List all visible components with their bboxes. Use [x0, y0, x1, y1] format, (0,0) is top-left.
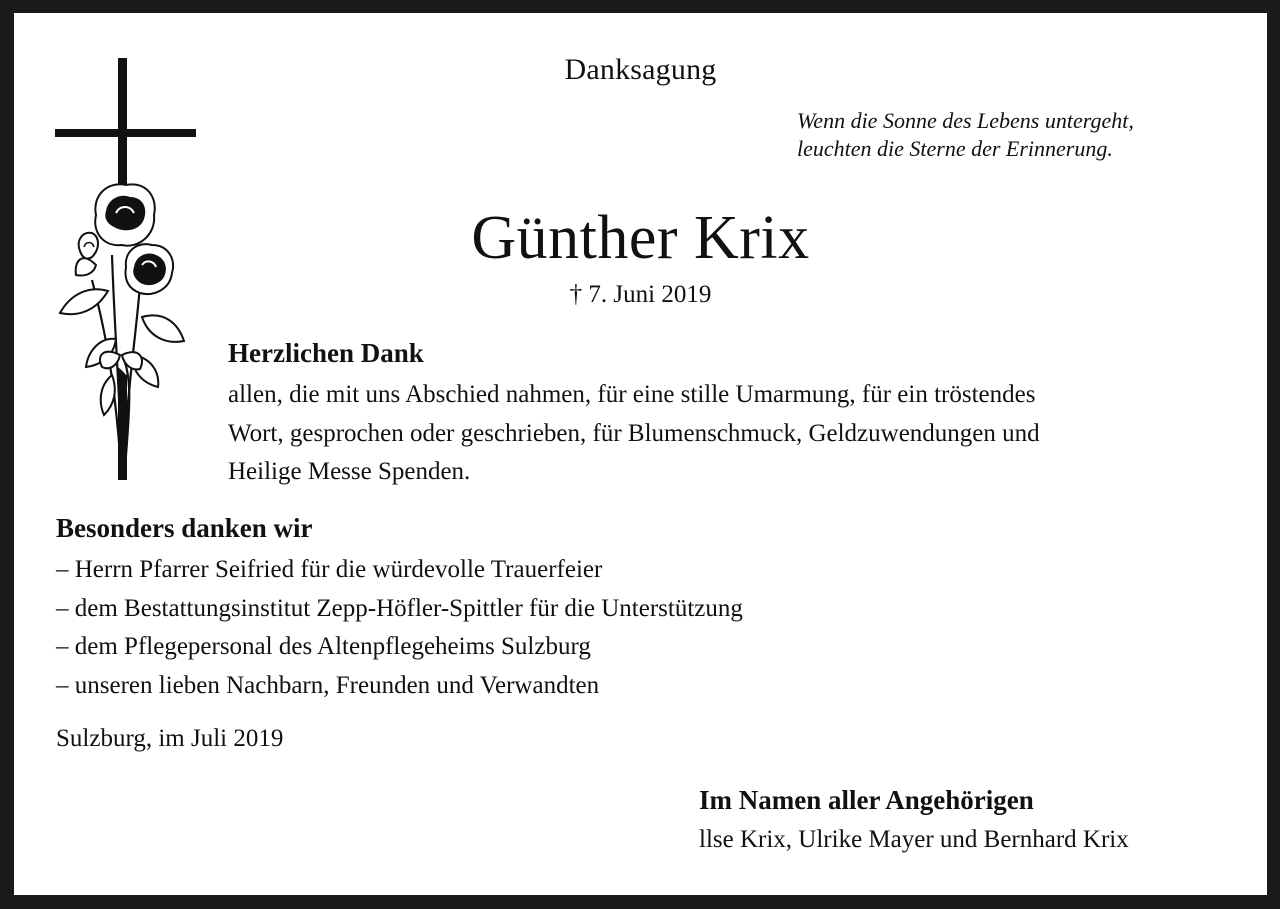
thanks-line: allen, die mit uns Abschied nahmen, für eine stille Umarmung, für ein tröstendes [228, 381, 1036, 408]
motto-line: Wenn die Sonne des Lebens untergeht, [797, 108, 1134, 133]
motto-quote [797, 107, 1257, 163]
signature-heading: Im Namen aller Angehörigen [699, 785, 1034, 815]
thanks-heading: Herzlichen Dank [228, 338, 424, 368]
list-item: – Herrn Pfarrer Seifried für die würdevolle Trauerfeier [56, 556, 603, 583]
special-thanks-heading: Besonders danken wir [56, 513, 313, 543]
thanks-line: Heilige Messe Spenden. [228, 458, 471, 485]
place-date: Sulzburg, im Juli 2019 [56, 725, 284, 752]
notice-heading: Danksagung [564, 53, 717, 86]
list-item: – dem Pflegepersonal des Altenpflegeheims Sulzburg [56, 633, 591, 660]
obituary-notice [14, 13, 1267, 895]
list-item: – dem Bestattungsinstitut Zepp-Höfler-Spittler für die Unterstützung [56, 594, 743, 622]
deceased-name: Günther Krix [471, 204, 810, 272]
thanks-line: Wort, gesprochen oder geschrieben, für Blumenschmuck, Geldzuwendungen und [228, 419, 1040, 447]
motto-line: leuchten die Sterne der Erinnerung. [797, 136, 1113, 161]
death-date: † 7. Juni 2019 [569, 281, 712, 308]
thanks-text [228, 376, 1248, 492]
signature-names: llse Krix, Ulrike Mayer und Bernhard Krix [699, 826, 1129, 853]
list-item: – unseren lieben Nachbarn, Freunden und Verwandten [56, 671, 600, 699]
special-thanks-list [56, 551, 743, 705]
